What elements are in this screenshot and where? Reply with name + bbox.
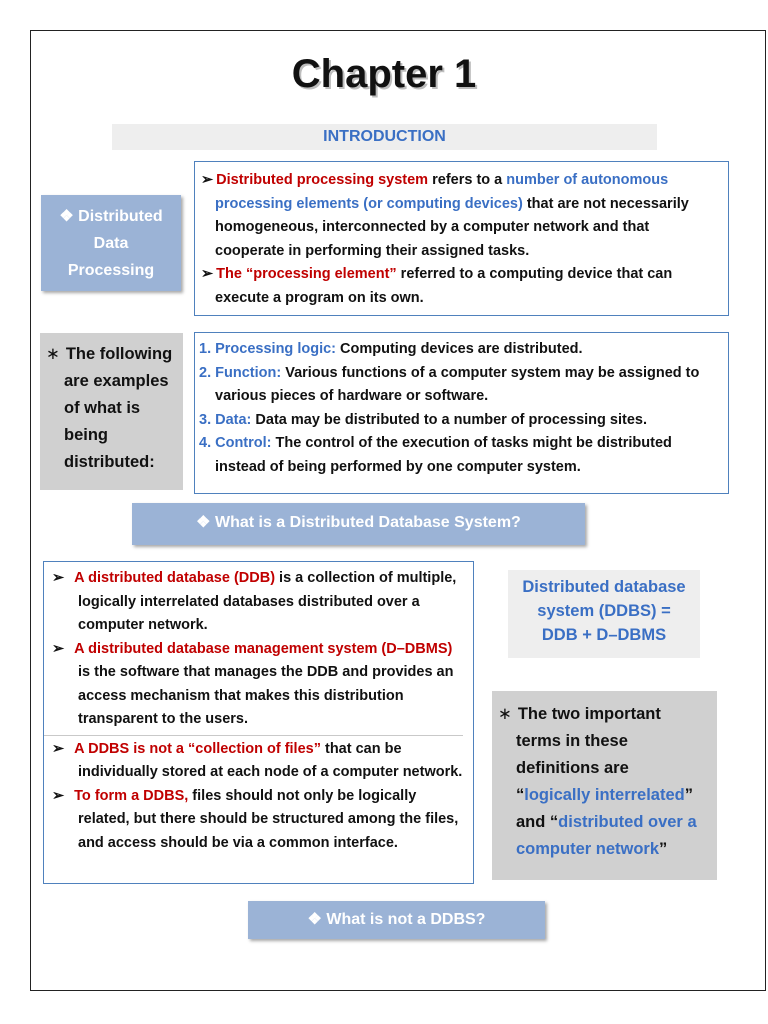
ddb-definition-item: ➢ To form a DDBS, files should not only be logically related, but there should be structured among the files, and access should be via a common interface. <box>52 787 459 851</box>
distributed-data-processing-label <box>41 195 181 291</box>
example-item: 3. Data: Data may be distributed to a number of processing sites. <box>199 411 648 428</box>
definition-item: ➢ The “processing element” referred to a computing device that can execute a program on its own. <box>201 266 673 306</box>
formula-line: DDB + D–DBMS <box>541 626 667 644</box>
ddb-definition-item: ➢ A DDBS is not a “collection of files” that can be individually stored at each node of a computer network. <box>52 740 463 780</box>
examples-label: The following are examples of what is being distributed: <box>64 345 173 471</box>
label-line: Processing <box>67 262 155 279</box>
arrow-bullet-icon: ➢ <box>201 266 214 282</box>
formula-line: Distributed database <box>522 578 686 596</box>
label-line: Data <box>93 235 129 252</box>
distribution-examples-box <box>194 332 729 494</box>
ddb-definitions-box <box>43 561 474 884</box>
ddb-definition-item: ➢ A distributed database management system (D–DBMS) is the software that manages the DDB and provides an access mechanism that makes this distribution transparent to the users. <box>52 640 454 727</box>
ddbs-formula-box <box>508 570 700 658</box>
arrow-bullet-icon: ➢ <box>52 740 65 757</box>
label-line: ❖ Distributed <box>59 208 163 225</box>
ddb-definition-item: ➢ A distributed database (DDB) is a collection of multiple, logically interrelated databases distributed over a computer network. <box>52 570 457 633</box>
arrow-bullet-icon: ➢ <box>52 640 65 657</box>
example-item: 2. Function: Various functions of a computer system may be assigned to various pieces of hardware or software. <box>199 364 700 404</box>
example-item: 4. Control: The control of the execution of tasks might be distributed instead of being performed by one computer system. <box>199 435 672 475</box>
star-bullet-icon: ∗ <box>498 705 512 723</box>
arrow-bullet-icon: ➢ <box>52 787 65 804</box>
formula-line: system (DDBS) = <box>537 602 671 620</box>
divider <box>44 735 463 736</box>
page-title: Chapter 1 <box>291 52 477 96</box>
ddbs-question-heading: ❖ What is a Distributed Database System? <box>132 503 585 545</box>
star-bullet-icon: ∗ <box>46 345 60 363</box>
arrow-bullet-icon: ➢ <box>201 172 214 188</box>
arrow-bullet-icon: ➢ <box>52 570 65 586</box>
intro-heading: INTRODUCTION <box>112 124 657 150</box>
examples-label-box <box>40 333 183 490</box>
definition-item: ➢ Distributed processing system refers to a number of autonomous processing elements (or computing devices) that are not necessarily homogeneous, interconnected by a computer network and that cooperate in performing their assigned tasks. <box>201 172 689 259</box>
distributed-processing-definition-box <box>194 161 729 316</box>
example-item: 1. Processing logic: Computing devices are distributed. <box>199 341 583 357</box>
not-ddbs-heading: ❖ What is not a DDBS? <box>248 901 545 939</box>
important-terms-box: ∗ The two important terms in these definitions are “logically interrelated” and “distributed over a computer network” <box>492 691 717 880</box>
